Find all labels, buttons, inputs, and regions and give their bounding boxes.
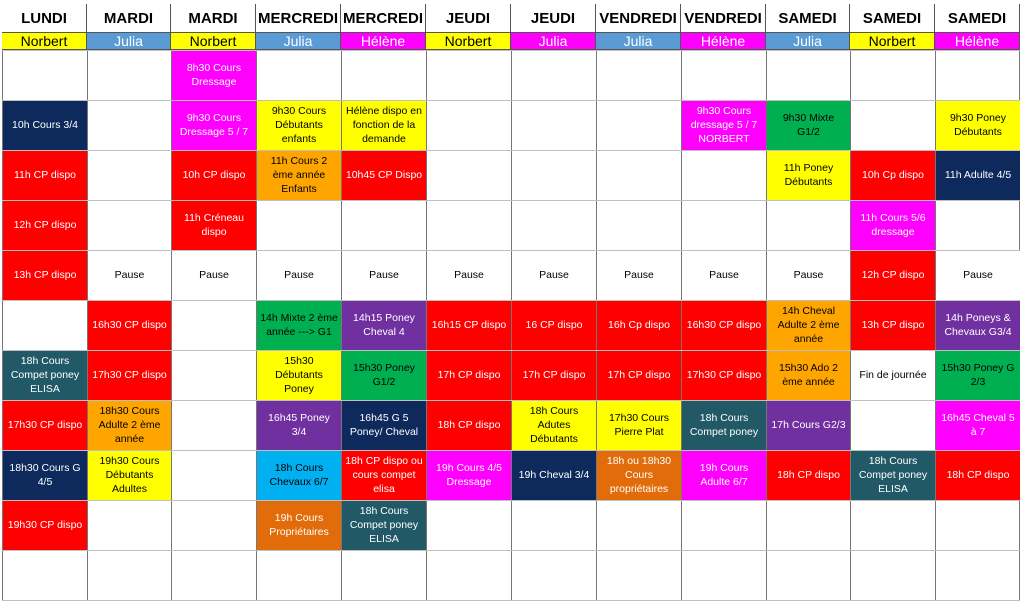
instructor-header: Julia (87, 32, 171, 50)
lesson-slot: 16 CP dispo (512, 300, 596, 350)
pause-slot: Pause (172, 250, 256, 300)
lesson-slot: 15h30 Poney G 2/3 (936, 350, 1020, 400)
pause-slot: Pause (936, 250, 1020, 300)
grid-row-line (2, 100, 1020, 101)
day-header: SAMEDI (766, 4, 850, 32)
lesson-slot: 16h30 CP dispo (682, 300, 766, 350)
lesson-slot: 9h30 Cours Dressage 5 / 7 (172, 100, 256, 150)
lesson-slot: 11h Créneau dispo (172, 200, 256, 250)
lesson-slot: 19h Cours 4/5 Dressage (427, 450, 511, 500)
lesson-slot: 17h CP dispo (427, 350, 511, 400)
grid-row-line (2, 400, 1020, 401)
lesson-slot: 19h30 Cours Débutants Adultes (88, 450, 171, 500)
instructor-header: Hélène (341, 32, 426, 50)
instructor-header: Julia (766, 32, 850, 50)
lesson-slot: 19h Cours Propriétaires (257, 500, 341, 550)
lesson-slot: 16h30 CP dispo (88, 300, 171, 350)
lesson-slot: 14h Poneys & Chevaux G3/4 (936, 300, 1020, 350)
pause-slot: Pause (88, 250, 171, 300)
day-header: JEUDI (426, 4, 511, 32)
pause-slot: Pause (597, 250, 681, 300)
lesson-slot: 17h30 Cours Pierre Plat (597, 400, 681, 450)
pause-slot: Pause (427, 250, 511, 300)
grid-row-line (2, 500, 1020, 501)
day-header: LUNDI (2, 4, 87, 32)
lesson-slot: 14h Cheval Adulte 2 ème année (767, 300, 850, 350)
lesson-slot: 11h Cours 5/6 dressage (851, 200, 935, 250)
lesson-slot: 15h30 Poney G1/2 (342, 350, 426, 400)
day-header: VENDREDI (596, 4, 681, 32)
lesson-slot: 9h30 Poney Débutants (936, 100, 1020, 150)
day-header: JEUDI (511, 4, 596, 32)
lesson-slot: 18h CP dispo (767, 450, 850, 500)
lesson-slot: 9h30 Cours Débutants enfants (257, 100, 341, 150)
lesson-slot: 14h Mixte 2 ème année ---> G1 (257, 300, 341, 350)
lesson-slot: Fin de journée (851, 350, 935, 400)
lesson-slot: Hélène dispo en fonction de la demande (342, 100, 426, 150)
day-header: SAMEDI (850, 4, 935, 32)
pause-slot: Pause (767, 250, 850, 300)
lesson-slot: 10h Cp dispo (851, 150, 935, 200)
lesson-slot: 18h Cours Compet poney ELISA (3, 350, 87, 400)
instructor-header: Norbert (171, 32, 256, 50)
grid-row-line (2, 150, 1020, 151)
lesson-slot: 17h30 CP dispo (682, 350, 766, 400)
lesson-slot: 10h45 CP Dispo (342, 150, 426, 200)
instructor-header: Norbert (850, 32, 935, 50)
lesson-slot: 11h Poney Débutants (767, 150, 850, 200)
lesson-slot: 18h Cours Compet poney (682, 400, 766, 450)
day-header: MERCREDI (256, 4, 341, 32)
lesson-slot: 19h Cours Adulte 6/7 (682, 450, 766, 500)
grid-row-line (2, 300, 1020, 301)
lesson-slot: 9h30 Cours dressage 5 / 7 NORBERT (682, 100, 766, 150)
lesson-slot: 18h ou 18h30 Cours propriétaires (597, 450, 681, 500)
lesson-slot: 11h Cours 2 ème année Enfants (257, 150, 341, 200)
instructor-header: Norbert (426, 32, 511, 50)
lesson-slot: 13h CP dispo (3, 250, 87, 300)
lesson-slot: 17h CP dispo (512, 350, 596, 400)
pause-slot: Pause (257, 250, 341, 300)
lesson-slot: 10h CP dispo (172, 150, 256, 200)
lesson-slot: 17h30 CP dispo (3, 400, 87, 450)
lesson-slot: 12h CP dispo (851, 250, 935, 300)
lesson-slot: 18h Cours Adutes Débutants (512, 400, 596, 450)
grid-row-line (2, 50, 1020, 51)
lesson-slot: 16h Cp dispo (597, 300, 681, 350)
instructor-header: Julia (596, 32, 681, 50)
lesson-slot: 11h CP dispo (3, 150, 87, 200)
lesson-slot: 16h45 Cheval 5 à 7 (936, 400, 1020, 450)
lesson-slot: 19h30 CP dispo (3, 500, 87, 550)
day-header: SAMEDI (935, 4, 1020, 32)
instructor-header: Julia (511, 32, 596, 50)
pause-slot: Pause (512, 250, 596, 300)
lesson-slot: 17h CP dispo (597, 350, 681, 400)
day-header: VENDREDI (681, 4, 766, 32)
lesson-slot: 16h45 Poney 3/4 (257, 400, 341, 450)
lesson-slot: 18h Cours Compet poney ELISA (342, 500, 426, 550)
lesson-slot: 15h30 Débutants Poney (257, 350, 341, 400)
pause-slot: Pause (682, 250, 766, 300)
lesson-slot: 8h30 Cours Dressage (172, 50, 256, 100)
day-header: MARDI (171, 4, 256, 32)
instructor-header: Hélène (935, 32, 1020, 50)
lesson-slot: 17h30 CP dispo (88, 350, 171, 400)
instructor-header: Norbert (2, 32, 87, 50)
lesson-slot: 10h Cours 3/4 (3, 100, 87, 150)
lesson-slot: 16h45 G 5 Poney/ Cheval (342, 400, 426, 450)
day-header: MARDI (87, 4, 171, 32)
instructor-header: Julia (256, 32, 341, 50)
grid-row-line (2, 200, 1020, 201)
lesson-slot: 16h15 CP dispo (427, 300, 511, 350)
lesson-slot: 18h Cours Compet poney ELISA (851, 450, 935, 500)
schedule-grid (2, 4, 1020, 600)
grid-row-line (2, 450, 1020, 451)
lesson-slot: 18h CP dispo ou cours compet elisa (342, 450, 426, 500)
lesson-slot: 11h Adulte 4/5 (936, 150, 1020, 200)
lesson-slot: 15h30 Ado 2 ème année (767, 350, 850, 400)
lesson-slot: 12h CP dispo (3, 200, 87, 250)
lesson-slot: 9h30 Mixte G1/2 (767, 100, 850, 150)
lesson-slot: 17h Cours G2/3 (767, 400, 850, 450)
lesson-slot: 18h Cours Chevaux 6/7 (257, 450, 341, 500)
day-header: MERCREDI (341, 4, 426, 32)
grid-row-line (2, 250, 1020, 251)
lesson-slot: 18h30 Cours G 4/5 (3, 450, 87, 500)
grid-row-line (2, 550, 1020, 551)
grid-row-line (2, 350, 1020, 351)
lesson-slot: 18h CP dispo (936, 450, 1020, 500)
lesson-slot: 19h Cheval 3/4 (512, 450, 596, 500)
lesson-slot: 14h15 Poney Cheval 4 (342, 300, 426, 350)
lesson-slot: 18h CP dispo (427, 400, 511, 450)
lesson-slot: 13h CP dispo (851, 300, 935, 350)
instructor-header: Hélène (681, 32, 766, 50)
lesson-slot: 18h30 Cours Adulte 2 ème année (88, 400, 171, 450)
pause-slot: Pause (342, 250, 426, 300)
